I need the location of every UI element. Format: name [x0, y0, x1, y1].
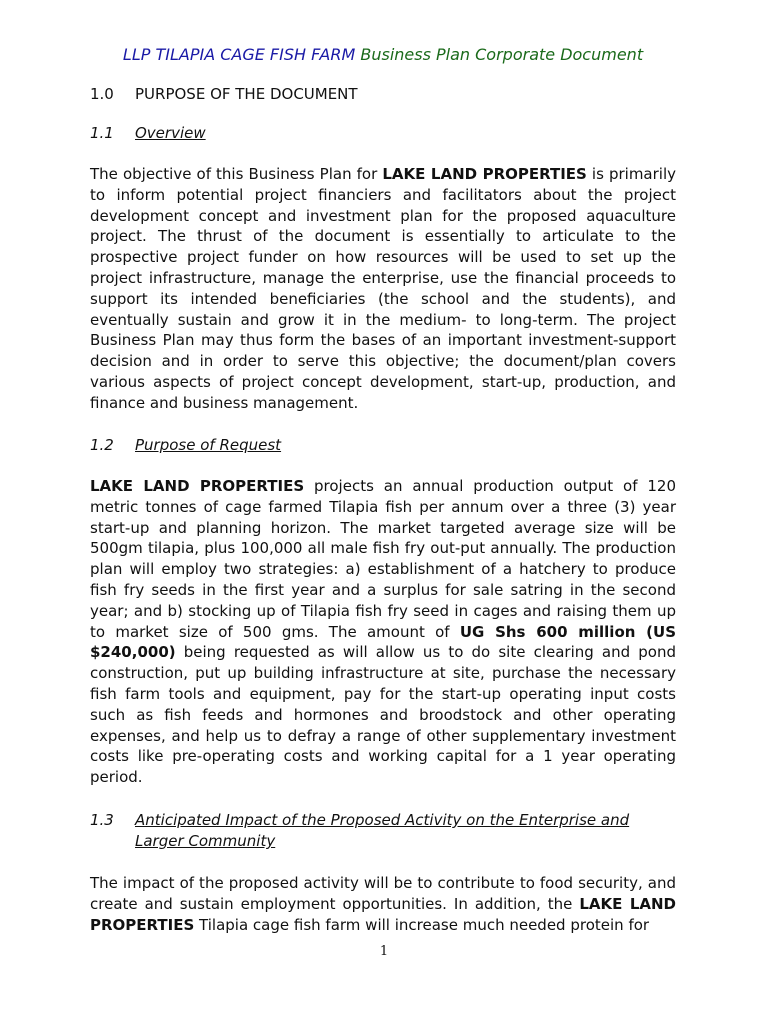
section-1-2-heading: [90, 435, 676, 456]
section-number: 1.3: [90, 811, 114, 829]
text-run: The impact of the proposed activity will be to contribute to food security, and create and sustain employment opportunities. In addition, the: [90, 874, 676, 913]
section-1-1-heading: [90, 123, 676, 144]
impact-paragraph: [90, 873, 676, 935]
section-heading-text: PURPOSE OF THE DOCUMENT: [135, 85, 358, 103]
title-document-type: Business Plan Corporate Document: [360, 45, 644, 64]
document-title: [90, 45, 676, 65]
title-farm-name: LLP TILAPIA CAGE FISH FARM: [122, 45, 356, 64]
text-run: Tilapia cage fish farm will increase much needed protein for: [194, 915, 650, 934]
text-run: being requested as will allow us to do site clearing and pond construction, put up building infrastructure at site, purchase the necessary fish farm tools and equipment, pay for the start-up operating input costs such as fish feeds and hormones and broodstock and other operating expenses, and help us to defray a range of other supplementary investment costs like pre-operating costs and working capital for a 1 year operating period.: [90, 643, 676, 787]
requested-amount: UG Shs 600 million (US $240,000): [90, 622, 676, 662]
section-1-0-heading: [90, 84, 358, 104]
text-run: projects an annual production output of 120 metric tonnes of cage farmed Tilapia fish per annum over a three (3) year start-up and planning horizon. The market targeted average size will be 500gm tilapia, plus 100,000 all male fish fry out-put annually. The production plan will employ two strategies: a) establishment of a hatchery to produce fish fry seeds in the first year and a surplus for sale satring in the second year; and b) stocking up of Tilapia fish fry seed in cages and raising them up to market size of 500 gms. The amount of: [90, 477, 676, 641]
section-heading-text: Purpose of Request: [135, 436, 282, 454]
section-1-3-heading: [90, 810, 676, 852]
text-run: is primarily to inform potential project financiers and facilitators about the project development concept and investment plan for the proposed aquaculture project. The thrust of the document is essentially to articulate to the prospective project funder on how resources will be used to set up the project infrastructure, manage the enterprise, use the financial proceeds to support its intended beneficiaries (the school and the students), and eventually sustain and grow it in the medium- to long-term. The project Business Plan may thus form the bases of an important investment-support decision and in order to serve this objective; the document/plan covers various aspects of project concept development, start-up, production, and finance and business management.: [90, 165, 677, 412]
section-number: 1.2: [90, 436, 114, 454]
section-number: 1.1: [90, 124, 114, 142]
page-number: 1: [379, 944, 389, 959]
section-heading-text: Anticipated Impact of the Proposed Activity on the Enterprise and Larger Community: [135, 811, 630, 850]
section-number: 1.0: [90, 85, 114, 103]
overview-paragraph: [90, 164, 676, 414]
company-name: LAKE LAND PROPERTIES: [382, 165, 587, 183]
purpose-of-request-paragraph: [90, 476, 676, 788]
section-heading-text: Overview: [135, 124, 206, 142]
company-name: LAKE LAND PROPERTIES: [90, 477, 305, 495]
company-name: LAKE LAND PROPERTIES: [90, 894, 676, 934]
text-run: The objective of this Business Plan for: [90, 165, 383, 183]
